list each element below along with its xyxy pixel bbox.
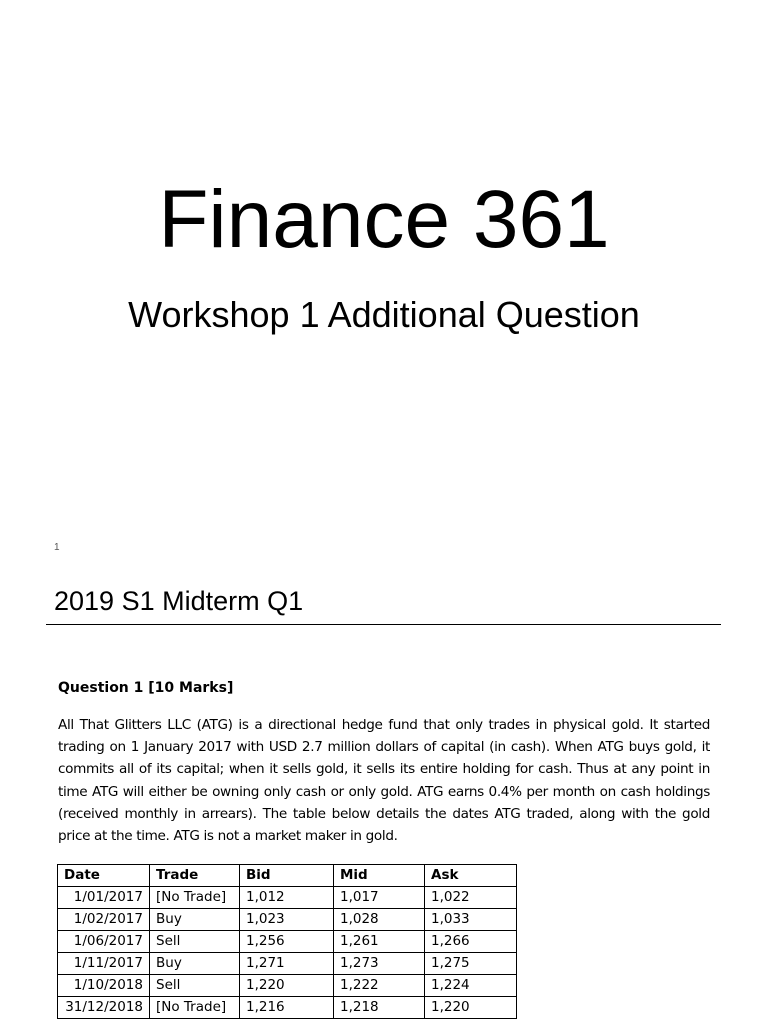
section-divider [46, 624, 721, 625]
cell-ask: 1,266 [425, 931, 517, 953]
section-heading: 2019 S1 Midterm Q1 [54, 586, 304, 616]
cell-bid: 1,216 [240, 997, 334, 1019]
cell-mid: 1,028 [334, 909, 425, 931]
cell-ask: 1,224 [425, 975, 517, 997]
cell-bid: 1,256 [240, 931, 334, 953]
cell-bid: 1,012 [240, 887, 334, 909]
cell-date: 1/10/2018 [58, 975, 150, 997]
table-row [58, 953, 517, 975]
table-row [58, 909, 517, 931]
cell-date: 1/02/2017 [58, 909, 150, 931]
cell-mid: 1,222 [334, 975, 425, 997]
question-heading: Question 1 [10 Marks] [58, 680, 234, 696]
cell-date: 1/01/2017 [58, 887, 150, 909]
slide-title: Finance 361 [158, 174, 610, 265]
header-date: Date [58, 865, 150, 887]
header-bid: Bid [240, 865, 334, 887]
cell-bid: 1,271 [240, 953, 334, 975]
cell-date: 31/12/2018 [58, 997, 150, 1019]
page-number: 1 [54, 542, 60, 553]
question-body: All That Glitters LLC (ATG) is a directional hedge fund that only trades in physical gold. It started trading on 1 January 2017 with USD 2.7 million dollars of capital (in cash). When ATG buys gold, it commits all of its capital; when it sells gold, it sells its entire holding for cash. Thus at any point in time ATG will either be owning only cash or only gold. ATG earns 0.4% per month on cash holdings (received monthly in arrears). The table below details the dates ATG traded, along with the gold price at the time. ATG is not a market maker in gold. [58, 717, 710, 845]
cell-date: 1/06/2017 [58, 931, 150, 953]
cell-trade: [No Trade] [150, 887, 240, 909]
cell-trade: Buy [150, 909, 240, 931]
header-trade: Trade [150, 865, 240, 887]
cell-trade: Sell [150, 931, 240, 953]
cell-trade: [No Trade] [150, 997, 240, 1019]
cell-ask: 1,022 [425, 887, 517, 909]
cell-ask: 1,033 [425, 909, 517, 931]
header-mid: Mid [334, 865, 425, 887]
cell-bid: 1,220 [240, 975, 334, 997]
cell-ask: 1,275 [425, 953, 517, 975]
trades-table [57, 864, 517, 1019]
cell-mid: 1,273 [334, 953, 425, 975]
cell-bid: 1,023 [240, 909, 334, 931]
cell-ask: 1,220 [425, 997, 517, 1019]
slide-subtitle: Workshop 1 Additional Question [128, 294, 640, 335]
header-ask: Ask [425, 865, 517, 887]
cell-mid: 1,218 [334, 997, 425, 1019]
table-row [58, 975, 517, 997]
table-row [58, 887, 517, 909]
cell-mid: 1,261 [334, 931, 425, 953]
cell-mid: 1,017 [334, 887, 425, 909]
cell-date: 1/11/2017 [58, 953, 150, 975]
table-row [58, 931, 517, 953]
cell-trade: Sell [150, 975, 240, 997]
table-row [58, 997, 517, 1019]
cell-trade: Buy [150, 953, 240, 975]
table-header-row [58, 865, 517, 887]
